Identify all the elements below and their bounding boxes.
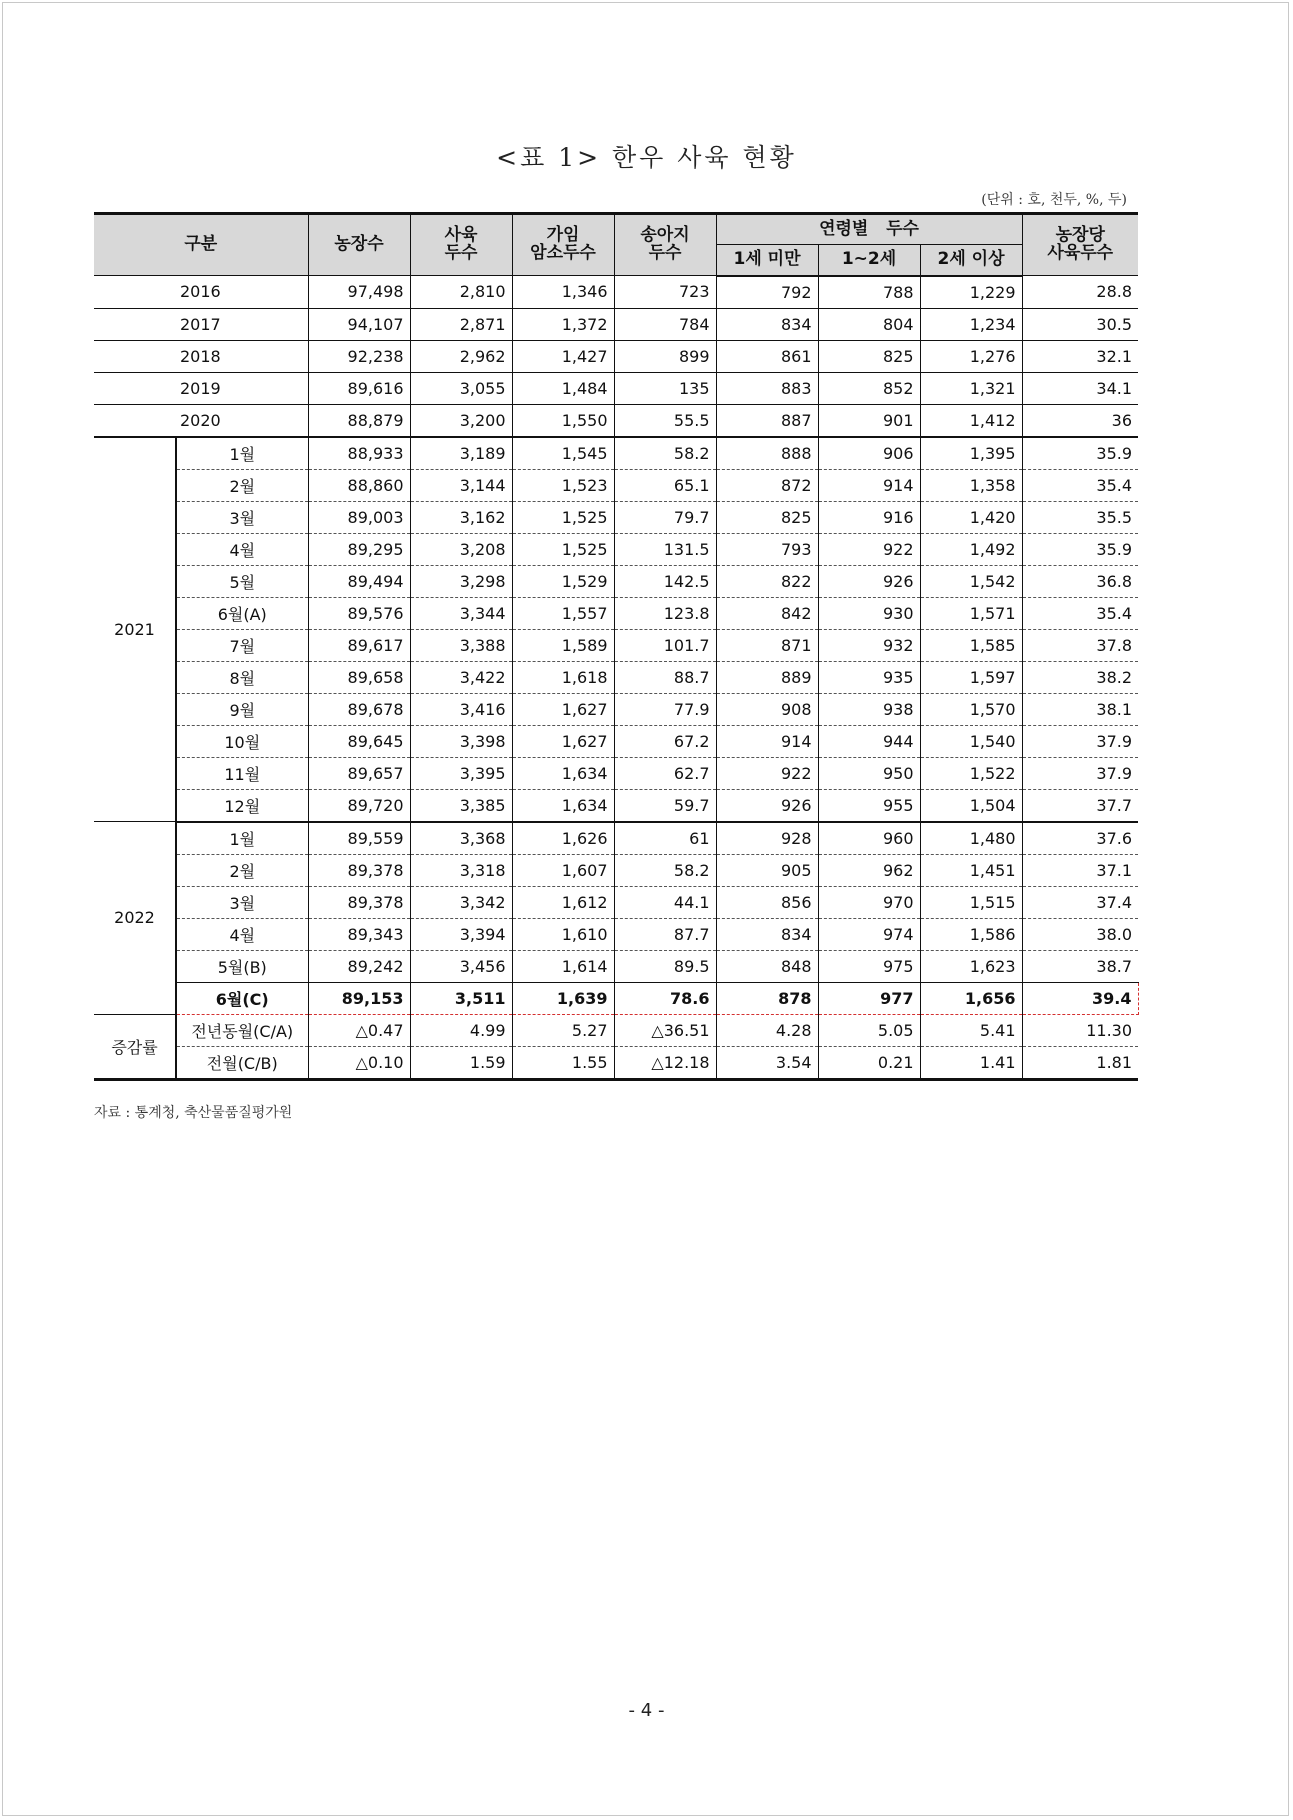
- table-cell: 58.2: [614, 437, 716, 470]
- table-row: [94, 565, 1138, 597]
- table-cell: 793: [716, 533, 818, 565]
- table-row: [94, 950, 1138, 982]
- table-cell: 822: [716, 565, 818, 597]
- table-cell: 94,107: [308, 308, 410, 340]
- table-row: [94, 437, 1138, 470]
- table-cell: 11.30: [1022, 1014, 1138, 1046]
- table-cell: 825: [716, 501, 818, 533]
- table-cell: 1,234: [920, 308, 1022, 340]
- table-cell: 87.7: [614, 918, 716, 950]
- table-cell: 1,585: [920, 629, 1022, 661]
- table-row: [94, 372, 1138, 404]
- table-row: [94, 1046, 1138, 1079]
- table-cell: 916: [818, 501, 920, 533]
- table-row: [94, 1014, 1138, 1046]
- unit-note: (단위 : 호, 천두, %, 두): [981, 192, 1127, 208]
- table-cell: 3,394: [410, 918, 512, 950]
- table-cell: 901: [818, 404, 920, 437]
- table-cell: 974: [818, 918, 920, 950]
- table-cell: 89,576: [308, 597, 410, 629]
- table-cell: 44.1: [614, 886, 716, 918]
- table-row: [94, 757, 1138, 789]
- row-label: 11월: [176, 757, 308, 789]
- row-label: 3월: [176, 886, 308, 918]
- table-cell: 30.5: [1022, 308, 1138, 340]
- table-cell: 955: [818, 789, 920, 822]
- page-number: - 4 -: [628, 1700, 665, 1721]
- table-cell: 88,879: [308, 404, 410, 437]
- table-cell: 960: [818, 822, 920, 855]
- table-cell: 37.6: [1022, 822, 1138, 855]
- table-cell: 3,189: [410, 437, 512, 470]
- table-cell: 1,570: [920, 693, 1022, 725]
- table-cell: 932: [818, 629, 920, 661]
- table-cell: 922: [818, 533, 920, 565]
- table-cell: 2,962: [410, 340, 512, 372]
- table-cell: 3,388: [410, 629, 512, 661]
- table-cell: 89,657: [308, 757, 410, 789]
- row-label: 8월: [176, 661, 308, 693]
- table-cell: 37.4: [1022, 886, 1138, 918]
- row-label: 2016: [94, 276, 308, 309]
- row-label: 5월: [176, 565, 308, 597]
- table-cell: 906: [818, 437, 920, 470]
- row-label: 9월: [176, 693, 308, 725]
- table-cell: 58.2: [614, 854, 716, 886]
- table-cell: 825: [818, 340, 920, 372]
- table-cell: 35.4: [1022, 597, 1138, 629]
- table-cell: 88,933: [308, 437, 410, 470]
- table-cell: 1,626: [512, 822, 614, 855]
- table-cell: 950: [818, 757, 920, 789]
- table-cell: 38.0: [1022, 918, 1138, 950]
- table-cell: 908: [716, 693, 818, 725]
- table-cell: 89,378: [308, 854, 410, 886]
- table-row: [94, 854, 1138, 886]
- table-cell: 1,420: [920, 501, 1022, 533]
- hanwoo-stats-table: [94, 212, 1139, 1081]
- table-cell: 888: [716, 437, 818, 470]
- header-calves: 송아지 두수: [614, 214, 716, 276]
- table-cell: 0.21: [818, 1046, 920, 1079]
- table-cell: 89,242: [308, 950, 410, 982]
- source-note: 자료 : 통계청, 축산물품질평가원: [94, 1105, 293, 1121]
- table-cell: 32.1: [1022, 340, 1138, 372]
- table-row: [94, 308, 1138, 340]
- table-cell: 1,451: [920, 854, 1022, 886]
- table-cell: 89,617: [308, 629, 410, 661]
- table-cell: 3,416: [410, 693, 512, 725]
- table-cell: 1,614: [512, 950, 614, 982]
- table-cell: 89,645: [308, 725, 410, 757]
- table-cell: 1,372: [512, 308, 614, 340]
- table-row: [94, 886, 1138, 918]
- table-cell: 1,550: [512, 404, 614, 437]
- table-title: <표 1> 한우 사육 현황: [496, 143, 797, 172]
- table-cell: 89,720: [308, 789, 410, 822]
- table-cell: 77.9: [614, 693, 716, 725]
- table-cell: 970: [818, 886, 920, 918]
- table-cell: 142.5: [614, 565, 716, 597]
- table-row: [94, 501, 1138, 533]
- header-raised: 사육 두수: [410, 214, 512, 276]
- table-cell: 842: [716, 597, 818, 629]
- table-cell: 38.7: [1022, 950, 1138, 982]
- header-registered: 가임 암소두수: [512, 214, 614, 276]
- table-cell: 79.7: [614, 501, 716, 533]
- table-cell: 1,529: [512, 565, 614, 597]
- table-cell: 1.81: [1022, 1046, 1138, 1079]
- table-cell: 3,395: [410, 757, 512, 789]
- row-label: 12월: [176, 789, 308, 822]
- table-cell: 935: [818, 661, 920, 693]
- table-cell: 3,162: [410, 501, 512, 533]
- table-row: [94, 982, 1138, 1014]
- table-cell: 1,586: [920, 918, 1022, 950]
- row-label: 2019: [94, 372, 308, 404]
- table-cell: 3,456: [410, 950, 512, 982]
- table-row: [94, 597, 1138, 629]
- table-cell: 89.5: [614, 950, 716, 982]
- table-row: [94, 469, 1138, 501]
- table-cell: 834: [716, 918, 818, 950]
- table-cell: 938: [818, 693, 920, 725]
- row-label: 전월(C/B): [176, 1046, 308, 1079]
- table-cell: 975: [818, 950, 920, 982]
- table-body: [94, 276, 1138, 1080]
- table-cell: 89,678: [308, 693, 410, 725]
- table-cell: 1,610: [512, 918, 614, 950]
- header-per-farm: 농장당 사육두수: [1022, 214, 1138, 276]
- table-cell: 1,523: [512, 469, 614, 501]
- table-cell: 36.8: [1022, 565, 1138, 597]
- table-cell: 1,589: [512, 629, 614, 661]
- year-group-label: 2021: [94, 437, 176, 822]
- table-cell: 59.7: [614, 789, 716, 822]
- table-cell: 88,860: [308, 469, 410, 501]
- table-cell: △12.18: [614, 1046, 716, 1079]
- table-cell: 1.41: [920, 1046, 1022, 1079]
- year-group-label: 2022: [94, 822, 176, 1015]
- table-cell: 914: [818, 469, 920, 501]
- table-cell: 35.9: [1022, 437, 1138, 470]
- table-cell: 35.5: [1022, 501, 1138, 533]
- table-cell: 889: [716, 661, 818, 693]
- row-label: 2월: [176, 469, 308, 501]
- table-cell: 5.05: [818, 1014, 920, 1046]
- table-cell: 3,200: [410, 404, 512, 437]
- change-group-label: 증감률: [94, 1014, 176, 1079]
- table-cell: 2,810: [410, 276, 512, 309]
- row-label: 전년동월(C/A): [176, 1014, 308, 1046]
- table-cell: 3,511: [410, 982, 512, 1014]
- table-cell: 1,639: [512, 982, 614, 1014]
- table-cell: 123.8: [614, 597, 716, 629]
- row-label: 1월: [176, 822, 308, 855]
- table-cell: 89,494: [308, 565, 410, 597]
- table-cell: 1,618: [512, 661, 614, 693]
- table-cell: 1,492: [920, 533, 1022, 565]
- row-label: 2017: [94, 308, 308, 340]
- table-cell: 89,559: [308, 822, 410, 855]
- row-label: 4월: [176, 918, 308, 950]
- table-cell: 1,557: [512, 597, 614, 629]
- table-cell: 4.28: [716, 1014, 818, 1046]
- row-label: 1월: [176, 437, 308, 470]
- table-cell: 28.8: [1022, 276, 1138, 309]
- table-cell: 61: [614, 822, 716, 855]
- table-cell: 97,498: [308, 276, 410, 309]
- table-row: [94, 918, 1138, 950]
- table-cell: 922: [716, 757, 818, 789]
- table-cell: 804: [818, 308, 920, 340]
- table-cell: 1,522: [920, 757, 1022, 789]
- table-cell: 39.4: [1022, 982, 1138, 1014]
- table-row: [94, 340, 1138, 372]
- table-cell: 1,480: [920, 822, 1022, 855]
- table-cell: 872: [716, 469, 818, 501]
- row-label: 2018: [94, 340, 308, 372]
- table-cell: 37.1: [1022, 854, 1138, 886]
- table-cell: 37.9: [1022, 757, 1138, 789]
- table-cell: 3,144: [410, 469, 512, 501]
- table-cell: 1,358: [920, 469, 1022, 501]
- table-cell: 856: [716, 886, 818, 918]
- table-cell: 37.9: [1022, 725, 1138, 757]
- table-cell: 1,276: [920, 340, 1022, 372]
- table-cell: 1,525: [512, 533, 614, 565]
- table-cell: 78.6: [614, 982, 716, 1014]
- table-cell: 1,656: [920, 982, 1022, 1014]
- table-cell: 930: [818, 597, 920, 629]
- table-cell: 928: [716, 822, 818, 855]
- table-cell: 1,540: [920, 725, 1022, 757]
- table-row: [94, 693, 1138, 725]
- table-cell: 3,398: [410, 725, 512, 757]
- table-cell: 1,484: [512, 372, 614, 404]
- table-cell: 38.2: [1022, 661, 1138, 693]
- table-row: [94, 789, 1138, 822]
- table-cell: △0.10: [308, 1046, 410, 1079]
- table-cell: 723: [614, 276, 716, 309]
- row-label: 10월: [176, 725, 308, 757]
- table-cell: 1,634: [512, 757, 614, 789]
- table-cell: 861: [716, 340, 818, 372]
- table-cell: 788: [818, 276, 920, 309]
- table-cell: 101.7: [614, 629, 716, 661]
- table-cell: 1,545: [512, 437, 614, 470]
- table-cell: 977: [818, 982, 920, 1014]
- header-age-1to2: 1~2세: [818, 245, 920, 276]
- table-cell: 131.5: [614, 533, 716, 565]
- table-cell: 1,597: [920, 661, 1022, 693]
- table-cell: 3,385: [410, 789, 512, 822]
- row-label: 4월: [176, 533, 308, 565]
- table-cell: 89,343: [308, 918, 410, 950]
- table-cell: 1,571: [920, 597, 1022, 629]
- table-cell: 1,346: [512, 276, 614, 309]
- table-cell: 1,321: [920, 372, 1022, 404]
- table-cell: 5.27: [512, 1014, 614, 1046]
- table-cell: 67.2: [614, 725, 716, 757]
- table-cell: 1,525: [512, 501, 614, 533]
- row-label: 2월: [176, 854, 308, 886]
- table-cell: 3,208: [410, 533, 512, 565]
- table-cell: △36.51: [614, 1014, 716, 1046]
- table-cell: 89,003: [308, 501, 410, 533]
- table-cell: 878: [716, 982, 818, 1014]
- table-cell: 1,229: [920, 276, 1022, 309]
- table-cell: 3,342: [410, 886, 512, 918]
- table-cell: 883: [716, 372, 818, 404]
- table-cell: 3.54: [716, 1046, 818, 1079]
- table-cell: 89,616: [308, 372, 410, 404]
- table-row: [94, 276, 1138, 309]
- table-cell: 1,634: [512, 789, 614, 822]
- table-cell: 4.99: [410, 1014, 512, 1046]
- table-cell: 35.9: [1022, 533, 1138, 565]
- table-cell: 89,153: [308, 982, 410, 1014]
- table-cell: 3,298: [410, 565, 512, 597]
- table-cell: 848: [716, 950, 818, 982]
- table-cell: △0.47: [308, 1014, 410, 1046]
- table-cell: 834: [716, 308, 818, 340]
- table-cell: 3,422: [410, 661, 512, 693]
- row-label: 6월(C): [176, 982, 308, 1014]
- row-label: 7월: [176, 629, 308, 661]
- table-cell: 89,378: [308, 886, 410, 918]
- table-cell: 1.55: [512, 1046, 614, 1079]
- table-cell: 35.4: [1022, 469, 1138, 501]
- row-label: 2020: [94, 404, 308, 437]
- table-cell: 2,871: [410, 308, 512, 340]
- table-cell: 3,318: [410, 854, 512, 886]
- table-cell: 962: [818, 854, 920, 886]
- table-cell: 1,412: [920, 404, 1022, 437]
- table-cell: 36: [1022, 404, 1138, 437]
- table-cell: 3,055: [410, 372, 512, 404]
- table-cell: 37.7: [1022, 789, 1138, 822]
- table-cell: 1,515: [920, 886, 1022, 918]
- row-label: 5월(B): [176, 950, 308, 982]
- table-cell: 1,627: [512, 725, 614, 757]
- header-age-under1: 1세 미만: [716, 245, 818, 276]
- table-cell: 5.41: [920, 1014, 1022, 1046]
- table-cell: 914: [716, 725, 818, 757]
- header-category: 구분: [94, 214, 308, 276]
- table-cell: 38.1: [1022, 693, 1138, 725]
- table-row: [94, 404, 1138, 437]
- table-cell: 37.8: [1022, 629, 1138, 661]
- table-cell: 792: [716, 276, 818, 309]
- header-farms: 농장수: [308, 214, 410, 276]
- table-cell: 1,623: [920, 950, 1022, 982]
- table-cell: 65.1: [614, 469, 716, 501]
- table-cell: 135: [614, 372, 716, 404]
- row-label: 6월(A): [176, 597, 308, 629]
- table-cell: 926: [818, 565, 920, 597]
- table-row: [94, 661, 1138, 693]
- table-cell: 926: [716, 789, 818, 822]
- table-cell: 55.5: [614, 404, 716, 437]
- table-row: [94, 822, 1138, 855]
- table-cell: 89,658: [308, 661, 410, 693]
- table-cell: 1.59: [410, 1046, 512, 1079]
- table-cell: 3,368: [410, 822, 512, 855]
- table-cell: 871: [716, 629, 818, 661]
- table-cell: 92,238: [308, 340, 410, 372]
- table-cell: 905: [716, 854, 818, 886]
- table-cell: 852: [818, 372, 920, 404]
- table-cell: 1,395: [920, 437, 1022, 470]
- table-cell: 784: [614, 308, 716, 340]
- row-label: 3월: [176, 501, 308, 533]
- table-cell: 1,607: [512, 854, 614, 886]
- header-age-2plus: 2세 이상: [920, 245, 1022, 276]
- table-cell: 34.1: [1022, 372, 1138, 404]
- table-cell: 887: [716, 404, 818, 437]
- table-row: [94, 629, 1138, 661]
- table-cell: 88.7: [614, 661, 716, 693]
- table-cell: 1,504: [920, 789, 1022, 822]
- table-cell: 1,612: [512, 886, 614, 918]
- table-row: [94, 725, 1138, 757]
- table-cell: 944: [818, 725, 920, 757]
- header-by-age: 연령별 두수: [716, 214, 1022, 245]
- table-cell: 1,542: [920, 565, 1022, 597]
- table-cell: 89,295: [308, 533, 410, 565]
- table-cell: 1,627: [512, 693, 614, 725]
- table-cell: 62.7: [614, 757, 716, 789]
- table-cell: 3,344: [410, 597, 512, 629]
- table-cell: 899: [614, 340, 716, 372]
- table-row: [94, 533, 1138, 565]
- table-cell: 1,427: [512, 340, 614, 372]
